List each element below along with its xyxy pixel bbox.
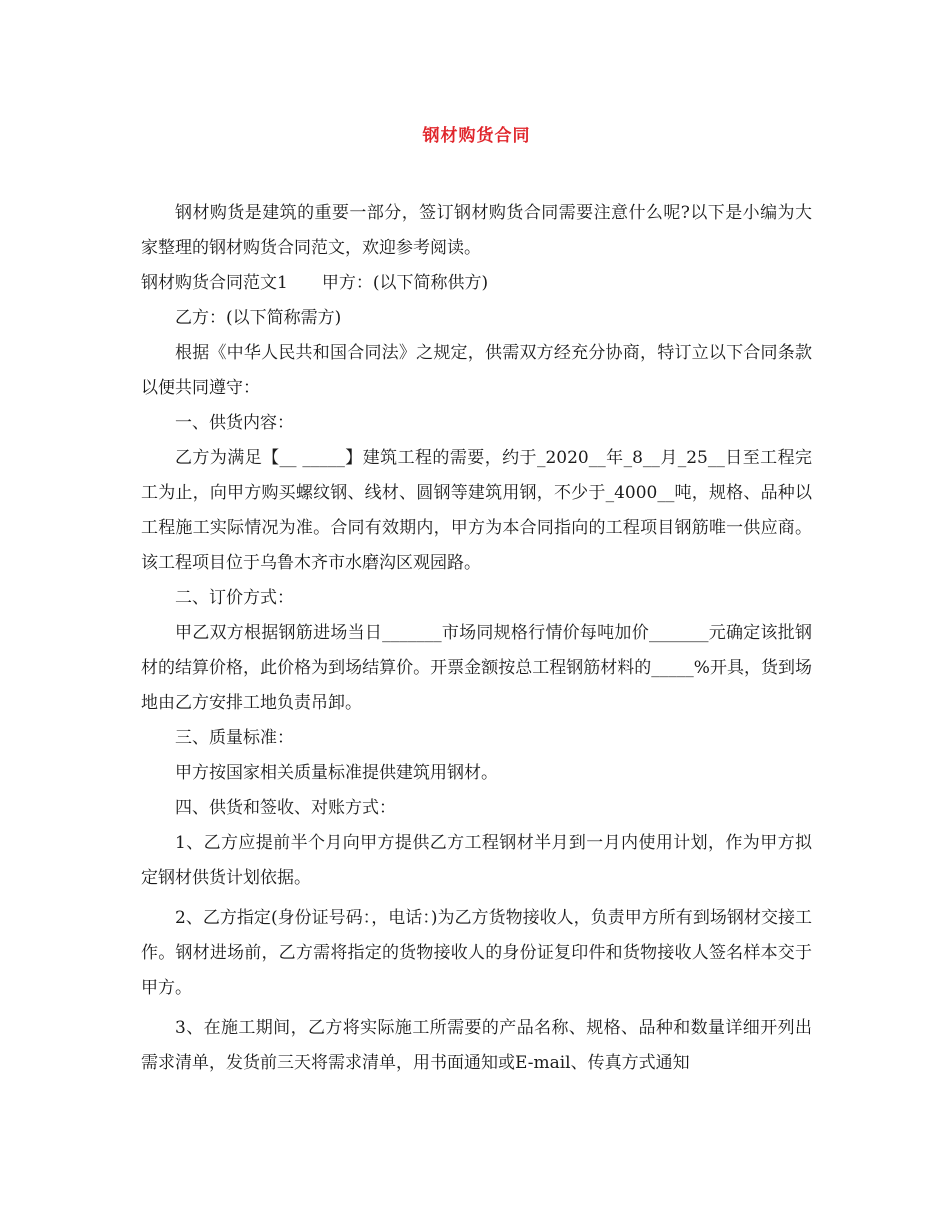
section-heading-delivery: 四、供货和签收、对账方式：	[175, 798, 396, 818]
paragraph-delivery-item-1: 1、乙方应提前半个月向甲方提供乙方工程钢材半月到一月内使用计划，作为甲方拟定钢材供货计划依据。	[141, 833, 812, 888]
paragraph-delivery-item-2: 2、乙方指定(身份证号码：，电话：)为乙方货物接收人，负责甲方所有到场钢材交接工作。钢材进场前，乙方需将指定的货物接收人的身份证复印件和货物接收人签名样本交于甲方。	[141, 908, 812, 998]
paragraph-intro: 钢材购货是建筑的重要一部分，签订钢材购货合同需要注意什么呢?以下是小编为大家整理的钢材购货合同范文，欢迎参考阅读。	[141, 203, 812, 258]
paragraph-supply-content: 乙方为满足【__ _____】建筑工程的需要，约于_2020__年_8__月_25__日至工程完工为止，向甲方购买螺纹钢、线材、圆钢等建筑用钢，不少于_4000__吨，规格、品种以工程施工实际情况为准。合同有效期内，甲方为本合同指向的工程项目钢筋唯一供应商。该工程项目位于乌鲁木齐市水磨沟区观园路。	[141, 448, 812, 573]
paragraph-party-b: 乙方：(以下简称需方)	[175, 308, 342, 328]
paragraph-delivery-item-3: 3、在施工期间，乙方将实际施工所需要的产品名称、规格、品种和数量详细开列出需求清单，发货前三天将需求清单，用书面通知或E-mail、传真方式通知	[141, 1018, 812, 1073]
section-heading-quality: 三、质量标准：	[175, 728, 294, 748]
paragraph-pricing: 甲乙双方根据钢筋进场当日_______市场同规格行情价每吨加价_______元确定该批钢材的结算价格，此价格为到场结算价。开票金额按总工程钢筋材料的_____%开具，货到场地由乙方安排工地负责吊卸。	[141, 623, 812, 713]
paragraph-quality: 甲方按国家相关质量标准提供建筑用钢材。	[175, 763, 498, 783]
section-heading-pricing: 二、订价方式：	[175, 588, 294, 608]
paragraph-sample-heading: 钢材购货合同范文1 甲方：(以下简称供方)	[141, 273, 489, 293]
section-heading-supply-content: 一、供货内容：	[175, 413, 294, 433]
paragraph-basis: 根据《中华人民共和国合同法》之规定，供需双方经充分协商，特订立以下合同条款以便共同遵守：	[141, 343, 812, 398]
document-title: 钢材购货合同	[422, 126, 531, 146]
